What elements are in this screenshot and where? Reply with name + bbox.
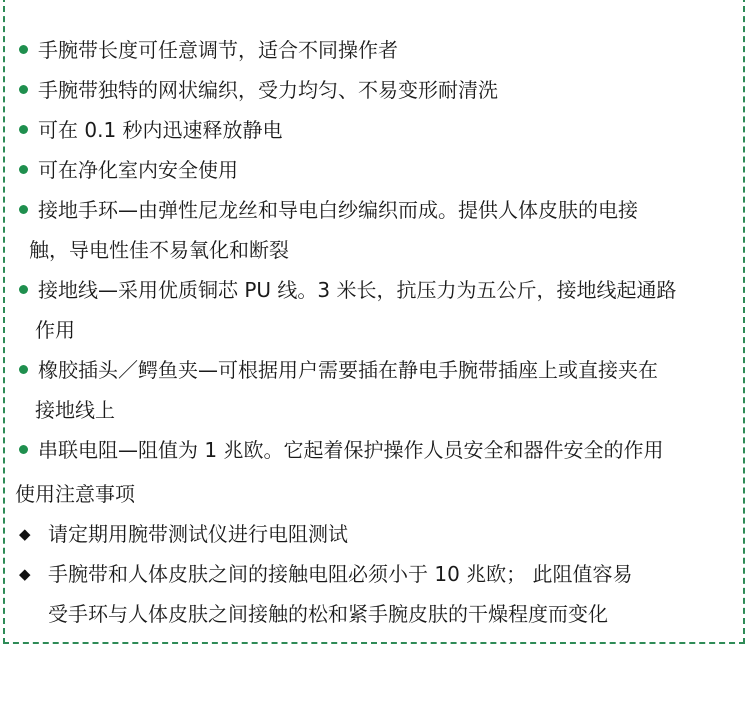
bullet-dot-icon (19, 165, 28, 174)
bullet-dot-icon (19, 285, 28, 294)
bullet-dot-icon (19, 85, 28, 94)
feature-item-line: 接地线上 (35, 398, 115, 422)
diamond-bullet-icon: ◆ (19, 525, 31, 543)
feature-panel (3, 0, 745, 644)
feature-item-line: 手腕带独特的网状编织，受力均匀、不易变形耐清洗 (38, 78, 498, 102)
bullet-dot-icon (19, 445, 28, 454)
usage-item-line: 受手环与人体皮肤之间接触的松和紧手腕皮肤的干燥程度而变化 (48, 602, 608, 626)
bullet-dot-icon (19, 205, 28, 214)
bullet-dot-icon (19, 45, 28, 54)
feature-item-line: 触，导电性佳不易氧化和断裂 (29, 238, 289, 262)
feature-item-line: 串联电阻—阻值为 1 兆欧。它起着保护操作人员安全和器件安全的作用 (38, 438, 664, 462)
feature-item-line: 手腕带长度可任意调节，适合不同操作者 (38, 38, 398, 62)
feature-item-line: 可在净化室内安全使用 (38, 158, 238, 182)
feature-item-line: 作用 (35, 318, 75, 342)
bullet-dot-icon (19, 125, 28, 134)
usage-heading: 使用注意事项 (15, 482, 135, 506)
usage-item-line: 手腕带和人体皮肤之间的接触电阻必须小于 10 兆欧； 此阻值容易 (48, 562, 633, 586)
diamond-bullet-icon: ◆ (19, 565, 31, 583)
bullet-dot-icon (19, 365, 28, 374)
feature-item-line: 接地线—采用优质铜芯 PU 线。3 米长，抗压力为五公斤，接地线起通路 (38, 278, 677, 302)
feature-item-line: 接地手环—由弹性尼龙丝和导电白纱编织而成。提供人体皮肤的电接 (38, 198, 638, 222)
usage-item-line: 请定期用腕带测试仪进行电阻测试 (48, 522, 348, 546)
feature-item-line: 可在 0.1 秒内迅速释放静电 (38, 118, 283, 142)
feature-item-line: 橡胶插头／鳄鱼夹—可根据用户需要插在静电手腕带插座上或直接夹在 (38, 358, 658, 382)
